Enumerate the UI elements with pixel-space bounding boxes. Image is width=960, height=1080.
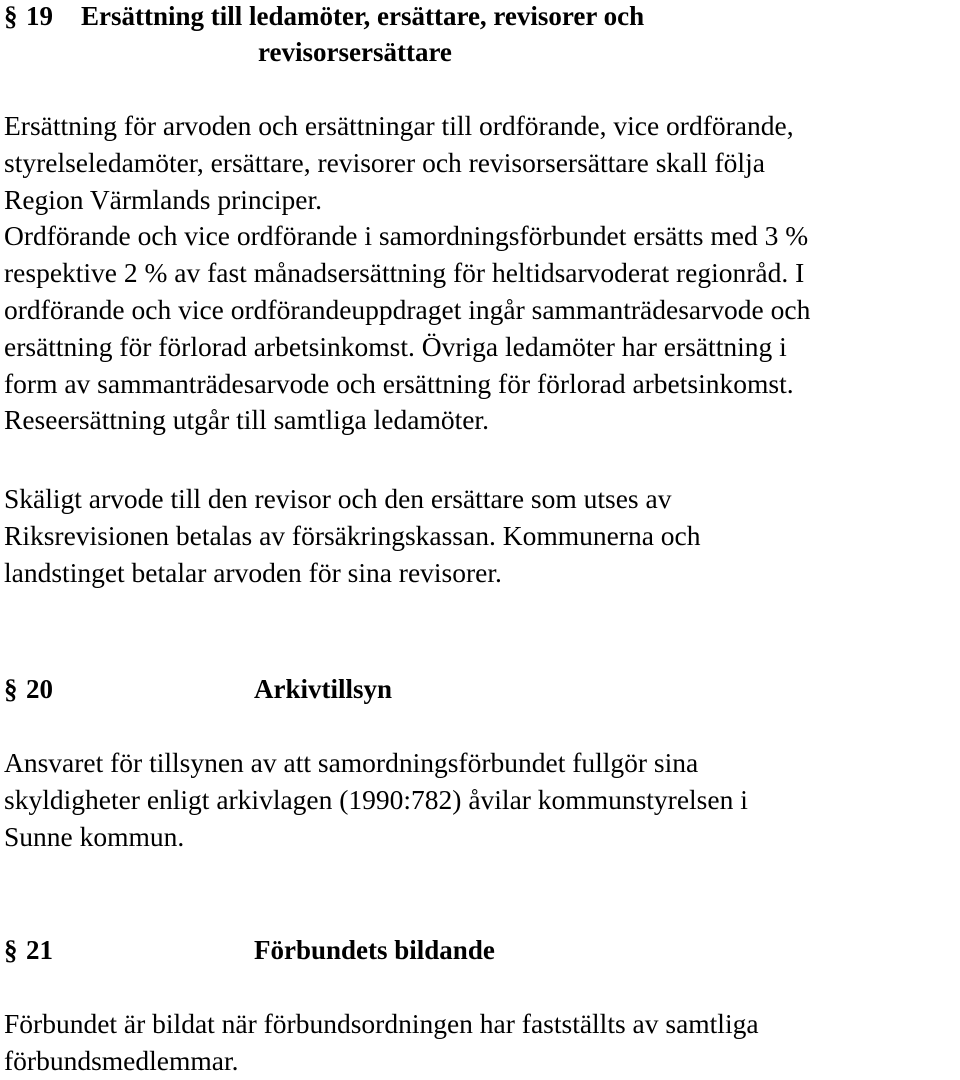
section-symbol: § <box>4 674 18 704</box>
paragraph-archive-supervision <box>4 745 956 855</box>
section-symbol: § <box>4 1 18 31</box>
section-title: Förbundets bildande <box>254 935 495 965</box>
text-line: Ersättning för arvoden och ersättningar till ordförande, vice ordförande, <box>4 110 794 141</box>
section-number: 21 <box>26 935 53 965</box>
paragraph-federation-formation <box>4 1006 956 1080</box>
text-line: styrelseledamöter, ersättare, revisorer och revisorsersättare skall följa <box>4 146 765 178</box>
text-line: Förbundet är bildat när förbundsordningen har fastställts av samtliga <box>4 1008 759 1039</box>
section-symbol: § <box>4 935 18 965</box>
section-title-continued: revisorsersättare <box>258 37 452 67</box>
text-line: Region Värmlands principer. <box>4 183 322 215</box>
text-line: Ansvaret för tillsynen av att samordningsförbundet fullgör sina <box>4 747 699 778</box>
text-line: form av sammanträdesarvode och ersättning för förlorad arbetsinkomst. <box>4 367 794 399</box>
section-19-heading <box>4 0 644 70</box>
text-line: Riksrevisionen betalas av försäkringskassan. Kommunerna och <box>4 519 701 551</box>
text-line: skyldigheter enligt arkivlagen (1990:782) åvilar kommunstyrelsen i <box>4 783 748 815</box>
text-line: ersättning för förlorad arbetsinkomst. Övriga ledamöter har ersättning i <box>4 330 787 362</box>
text-line: respektive 2 % av fast månadsersättning för heltidsarvoderat regionråd. I <box>4 257 805 289</box>
text-line: landstinget betalar arvoden för sina revisorer. <box>4 556 502 588</box>
section-title: Ersättning till ledamöter, ersättare, revisorer och <box>81 1 645 31</box>
section-title: Arkivtillsyn <box>254 674 393 704</box>
text-line: ordförande och vice ordförandeuppdraget ingår sammanträdesarvode och <box>4 293 811 325</box>
section-21-heading <box>4 932 495 968</box>
text-line: Sunne kommun. <box>4 820 185 852</box>
section-number: 19 <box>26 1 53 31</box>
section-20-heading <box>4 671 392 707</box>
text-line: förbundsmedlemmar. <box>4 1044 239 1076</box>
paragraph-auditor-fees <box>4 481 956 591</box>
section-number: 20 <box>26 674 53 704</box>
text-line: Reseersättning utgår till samtliga ledamöter. <box>4 404 489 436</box>
text-line: Ordförande och vice ordförande i samordningsförbundet ersätts med 3 % <box>4 220 809 252</box>
paragraph-compensation <box>4 108 956 439</box>
text-line: Skäligt arvode till den revisor och den ersättare som utses av <box>4 483 672 514</box>
